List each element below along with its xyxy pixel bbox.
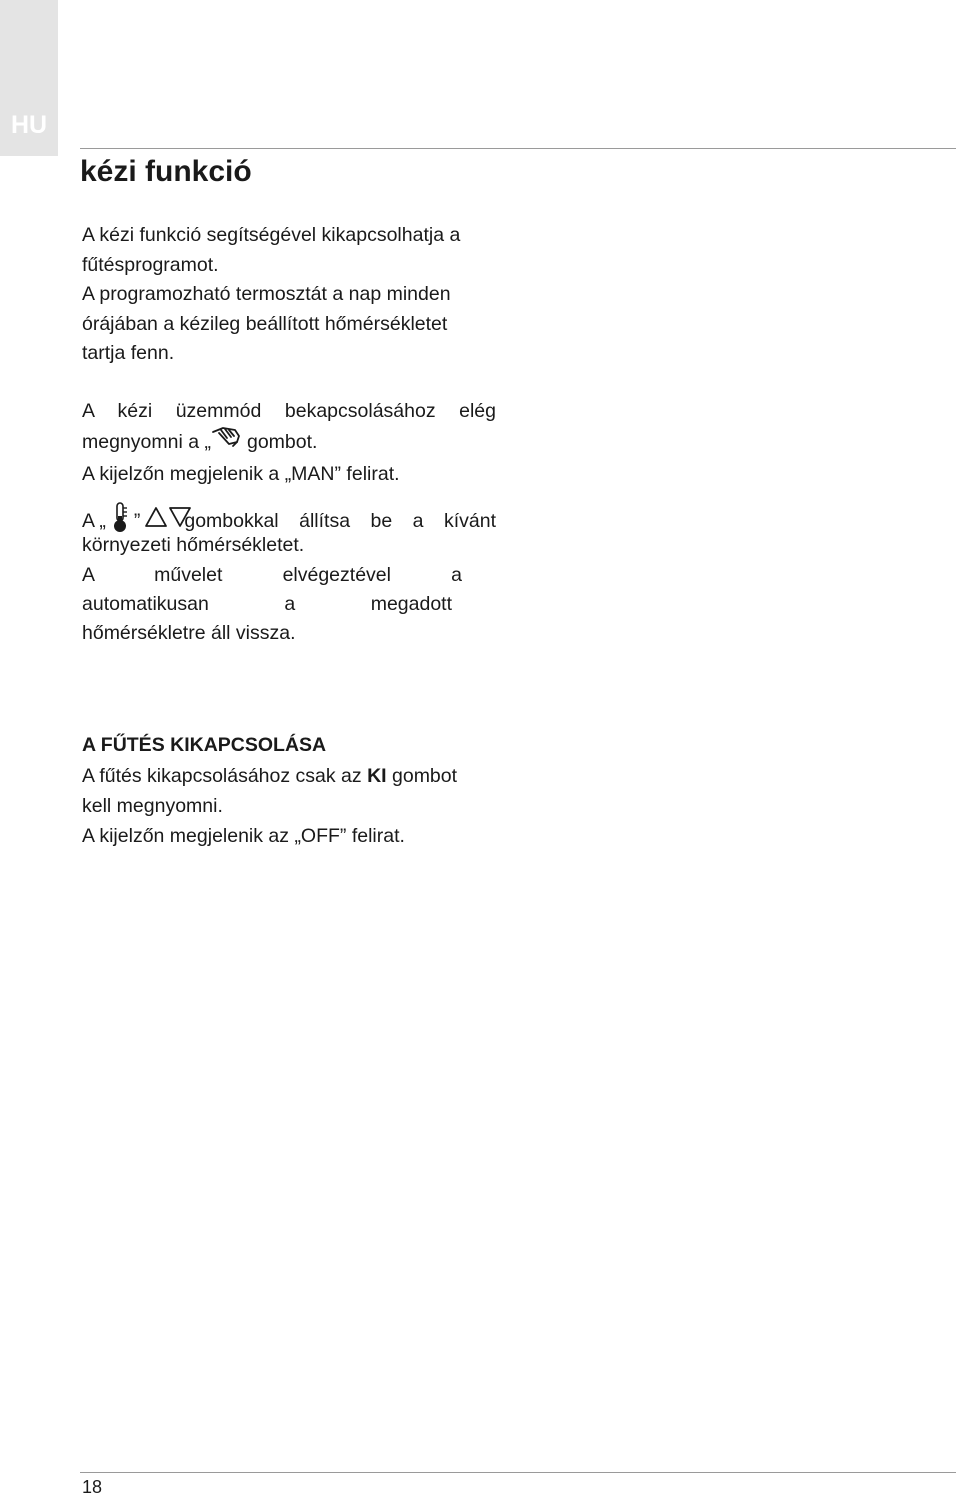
bottom-divider [80,1472,956,1473]
hand-icon [211,426,247,462]
manual-line-2: megnyomni a „ gombot. [82,426,496,462]
manual-line-3: A kijelzőn megjelenik a „MAN” felirat. [82,463,400,485]
intro-line: órájában a kézileg beállított hőmérsékletet [82,312,448,335]
intro-paragraph [82,221,496,369]
manual-line-1: A kézi üzemmód bekapcsolásához elég [82,400,496,422]
off-line-3: A kijelzőn megjelenik az „OFF” felirat. [82,825,405,847]
off-line-2: kell megnyomni. [82,795,223,817]
off-line-1: A fűtés kikapcsolásához csak az KI gombot [82,765,458,787]
top-divider [80,148,956,149]
manual-line-5: környezeti hőmérsékletet. [82,534,305,556]
page-number: 18 [82,1477,103,1497]
language-code: HU [10,111,48,139]
section-title: A FŰTÉS KIKAPCSOLÁSA [82,734,327,756]
intro-line: fűtésprogramot. [82,253,219,276]
manual-line-7: automatikusan a megadott [82,593,452,615]
manual-line-4: A „ ” gombokkal állítsa be a kívánt [82,502,496,542]
intro-line: A kézi funkció segítségével kikapcsolhatja a [82,224,461,246]
intro-line: A programozható termosztát a nap minden [82,283,451,305]
page-title: kézi funkció [80,155,252,188]
manual-line-8: hőmérsékletre áll vissza. [82,622,296,644]
manual-line-6: A művelet elvégeztével a [82,564,462,586]
language-tab [0,0,58,156]
intro-line: tartja fenn. [82,342,175,364]
